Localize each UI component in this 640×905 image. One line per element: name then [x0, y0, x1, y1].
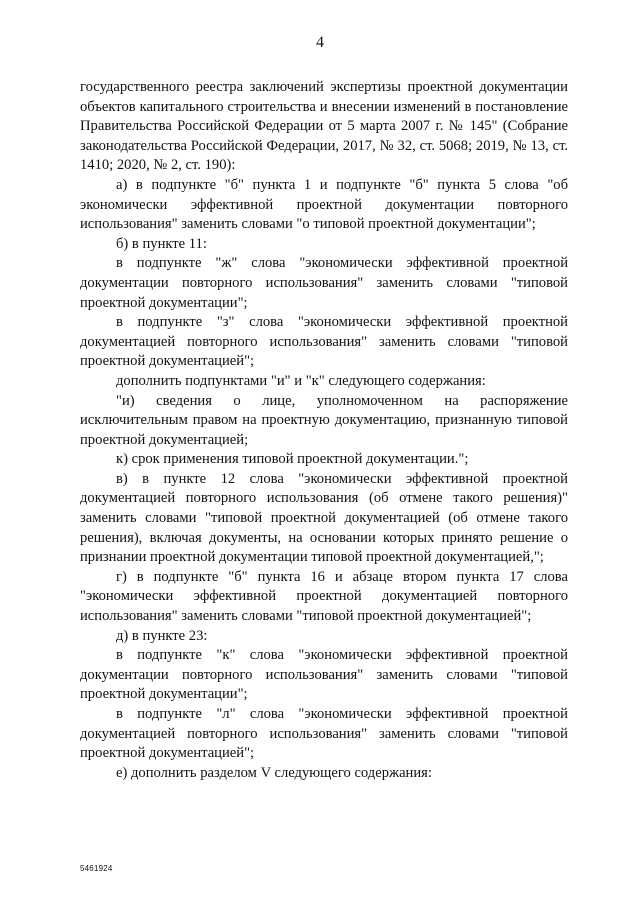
paragraph-continuation: государственного реестра заключений экспертизы проектной документации объектов капитального строительства и внесении изменений в постановление Правительства Российской Федерации от 5 марта 2007 г. № 145" (Собрание законодательства Российской Федерации, 2017, № 32, ст. 5068; 2019, № 13, ст. 1410; 2020, № 2, ст. 190):: [80, 79, 568, 174]
paragraph-subitem-k: к) срок применения типовой проектной документации.";: [116, 451, 469, 468]
document-code: 5461924: [80, 864, 113, 873]
paragraph-item-b: б) в пункте 11:: [116, 235, 207, 252]
paragraph-item-a: а) в подпункте "б" пункта 1 и подпункте "б" пункта 5 слова "об экономически эффективной проектной документации повторного использования" заменить словами "о типовой проектной документации";: [80, 176, 568, 233]
paragraph-item-e: е) дополнить разделом V следующего содержания:: [116, 764, 432, 781]
page-number: 4: [316, 34, 324, 51]
paragraph-subitem-zh: в подпункте "ж" слова "экономически эффективной проектной документации повторного использования" заменить словами "типовой проектной документации";: [80, 255, 568, 311]
paragraph-subitem-k-23: в подпункте "к" слова "экономически эффективной проектной документации повторного использования" заменить словами "типовой проектной документации";: [80, 647, 568, 703]
paragraph-item-g: г) в подпункте "б" пункта 16 и абзаце втором пункта 17 слова "экономически эффективной проектной документацией повторного использования" заменить словами "типовой проектной документацией";: [80, 568, 568, 625]
document-body: [80, 78, 568, 783]
paragraph-item-v: в) в пункте 12 слова "экономически эффективной проектной документацией повторного использования (об отмене такого решения)" заменить словами "типовой проектной документацией (об отмене такого решения), включая документы, на основании которых принято решение о признании проектной документации типовой проектной документацией,";: [80, 470, 568, 566]
paragraph-item-d: д) в пункте 23:: [116, 627, 208, 644]
paragraph-add-subitems: дополнить подпунктами "и" и "к" следующего содержания:: [116, 372, 486, 389]
paragraph-subitem-z: в подпункте "з" слова "экономически эффективной проектной документацией повторного использования" заменить словами "типовой проектной документацией";: [80, 314, 568, 370]
paragraph-subitem-i: "и) сведения о лице, уполномоченном на распоряжение исключительным правом на проектную документацию, признанную типовой проектной документацией;: [80, 392, 568, 448]
paragraph-subitem-l-23: в подпункте "л" слова "экономически эффективной проектной документацией повторного использования" заменить словами "типовой проектной документацией";: [80, 706, 568, 762]
